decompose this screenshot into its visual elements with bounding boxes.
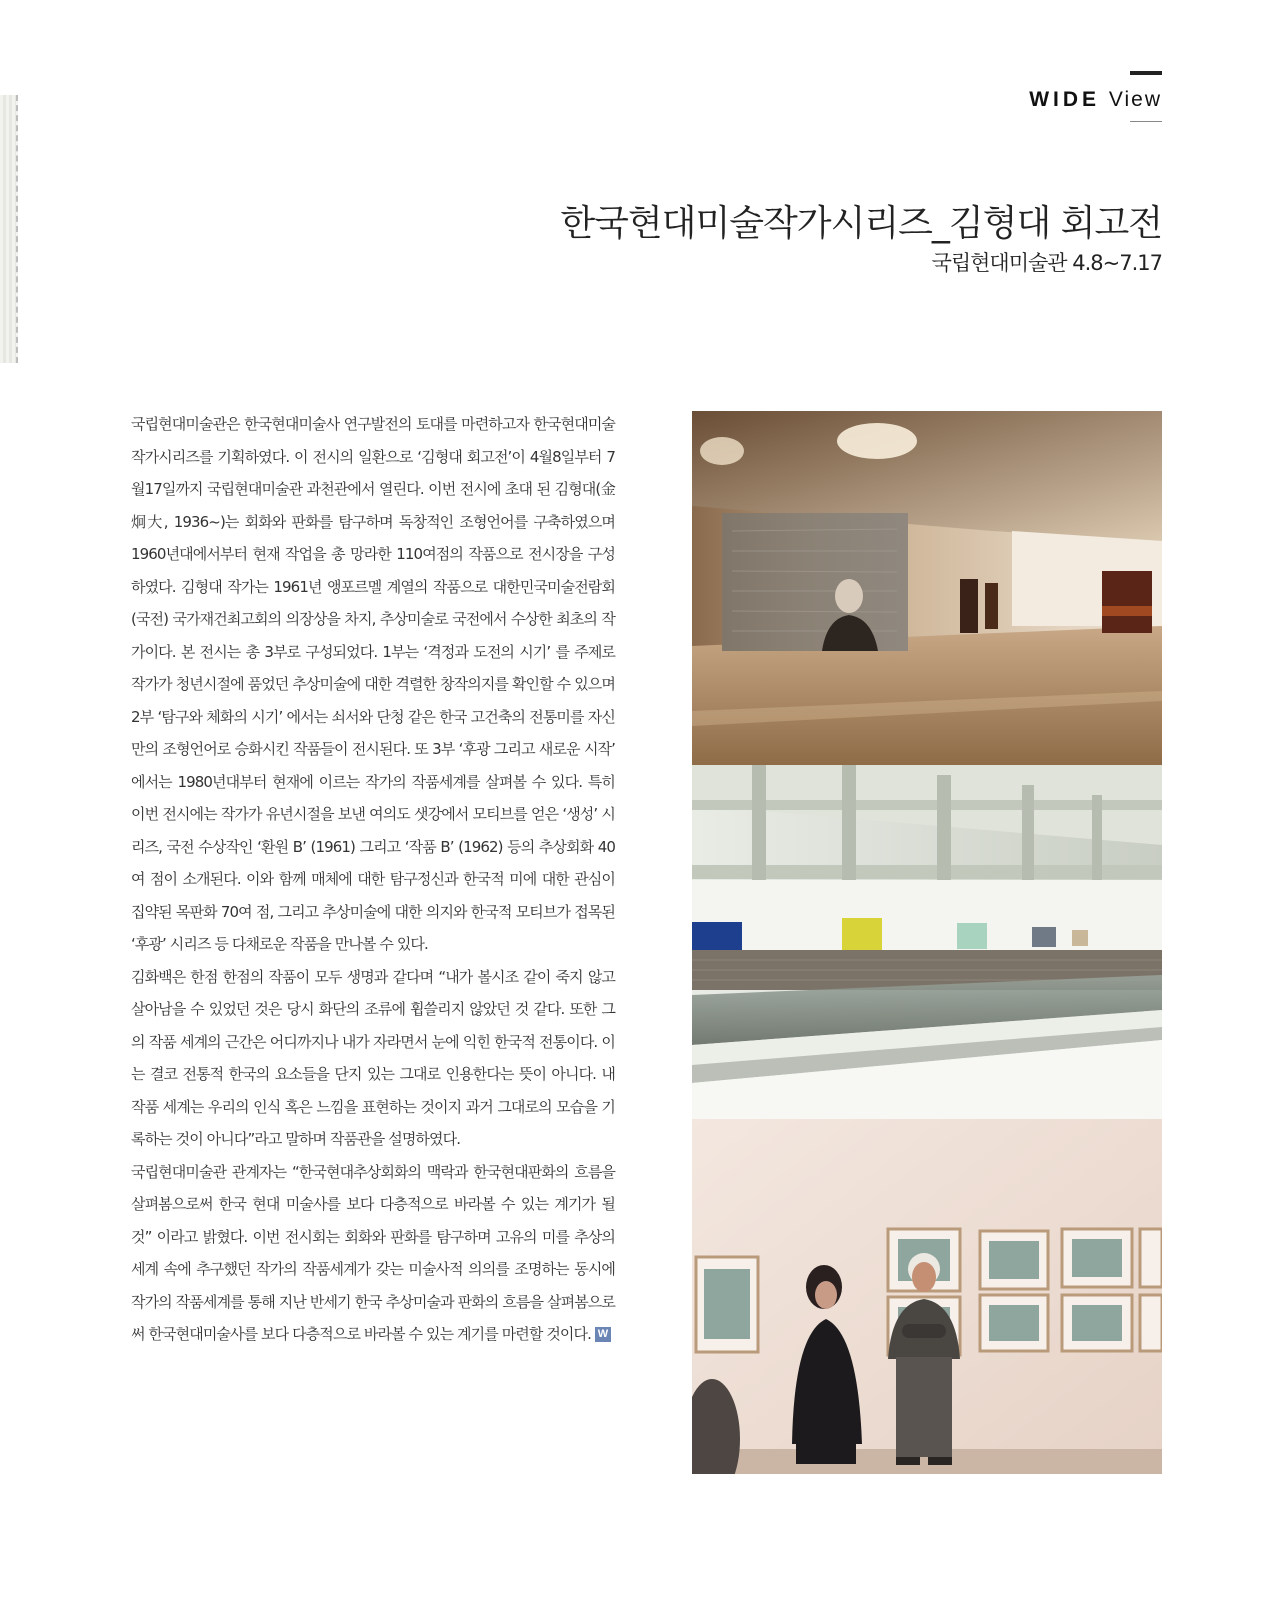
artist-interview-photo <box>692 1119 1162 1474</box>
exhibition-hall-photo <box>692 411 1162 765</box>
article-paragraph <box>131 1156 615 1351</box>
section-label-light: View <box>1108 88 1162 111</box>
section-rule-bottom <box>1130 121 1162 122</box>
section-rule-top <box>1130 71 1162 75</box>
end-mark-icon: W <box>595 1327 611 1342</box>
article-title: 한국현대미술작가시리즈_김형대 회고전 <box>560 203 1162 244</box>
article-paragraph: 김화백은 한점 한점의 작품이 모두 생명과 같다며 “내가 볼시조 같이 죽지 않고 살아남을 수 있었던 것은 당시 화단의 조류에 휩쓸리지 않았던 것 같다. 또한 그의 작품 세계의 근간은 어디까지나 내가 자라면서 눈에 익힌 한국적 전통이다. 이는 결코 전통적 한국의 요소들을 단지 있는 그대로 인용한다는 뜻이 아니다. 내 작품 세계는 우리의 인식 혹은 느낌을 표현하는 것이지 과거 그대로의 모습을 기록하는 것이 아니다”라고 말하며 작품관을 설명하였다. <box>131 967 615 1148</box>
gallery-atrium-illustration <box>692 765 1162 1119</box>
page-binding-edge <box>0 95 18 363</box>
artist-interview-illustration <box>692 1119 1162 1474</box>
article-subtitle: 국립현대미술관 4.8~7.17 <box>931 251 1162 275</box>
gallery-atrium-photo <box>692 765 1162 1119</box>
article-paragraph: 국립현대미술관은 한국현대미술사 연구발전의 토대를 마련하고자 한국현대미술작가시리즈를 기획하였다. 이 전시의 일환으로 ‘김형대 회고전’이 4월8일부터 7월17일까지 국립현대미술관 과천관에서 열린다. 이번 전시에 초대 된 김형대(金炯大, 1936~)는 회화와 판화를 탐구하며 독창적인 조형언어를 구축하였으며 1960년대에서부터 현재 작업을 총 망라한 110여점의 작품으로 전시장을 구성하였다. 김형대 작가는 1961년 앵포르멜 계열의 작품으로 대한민국미술전람회(국전) 국가재건최고회의 의장상을 차지, 추상미술로 국전에서 수상한 최초의 작가이다. 본 전시는 총 3부로 구성되었다. 1부는 ‘격정과 도전의 시기’ 를 주제로 작가가 청년시절에 품었던 추상미술에 대한 격렬한 창작의지를 확인할 수 있으며 2부 ‘탐구와 체화의 시기’ 에서는 쇠서와 단청 같은 한국 고건축의 전통미를 자신만의 조형언어로 승화시킨 작품들이 전시된다. 또 3부 ‘후광 그리고 새로운 시작’ 에서는 1980년대부터 현재에 이르는 작가의 작품세계를 살펴볼 수 있다. 특히 이번 전시에는 작가가 유년시절을 보낸 여의도 샛강에서 모티브를 얻은 ‘생성’ 시리즈, 국전 수상작인 ‘환원 B’ (1961) 그리고 ‘작품 B’ (1962) 등의 추상회화 40여 점이 소개된다. 이와 함께 매체에 대한 탐구정신과 한국적 미에 대한 관심이 집약된 목판화 70여 점, 그리고 추상미술에 대한 의지와 한국적 모티브가 접목된 ‘후광’ 시리즈 등 다채로운 작품을 만나볼 수 있다. <box>131 415 615 953</box>
exhibition-hall-illustration <box>692 411 1162 765</box>
section-label <box>1029 88 1162 112</box>
article-paragraph-text: 국립현대미술관 관계자는 “한국현대추상회화의 맥락과 한국현대판화의 흐름을 살펴봄으로써 한국 현대 미술사를 보다 다층적으로 바라볼 수 있는 계기가 될 것” 이라고 밝혔다. 이번 전시회는 회화와 판화를 탐구하며 고유의 미를 추상의 세계 속에 추구했던 작가의 작품세계가 갖는 미술사적 의의를 조명하는 동시에 작가의 작품세계를 통해 지난 반세기 한국 추상미술과 판화의 흐름을 살펴봄으로써 한국현대미술사를 보다 다층적으로 바라볼 수 있는 계기를 마련할 것이다. <box>131 1162 615 1343</box>
article-body <box>131 408 615 1351</box>
section-label-bold: WIDE <box>1029 88 1101 111</box>
